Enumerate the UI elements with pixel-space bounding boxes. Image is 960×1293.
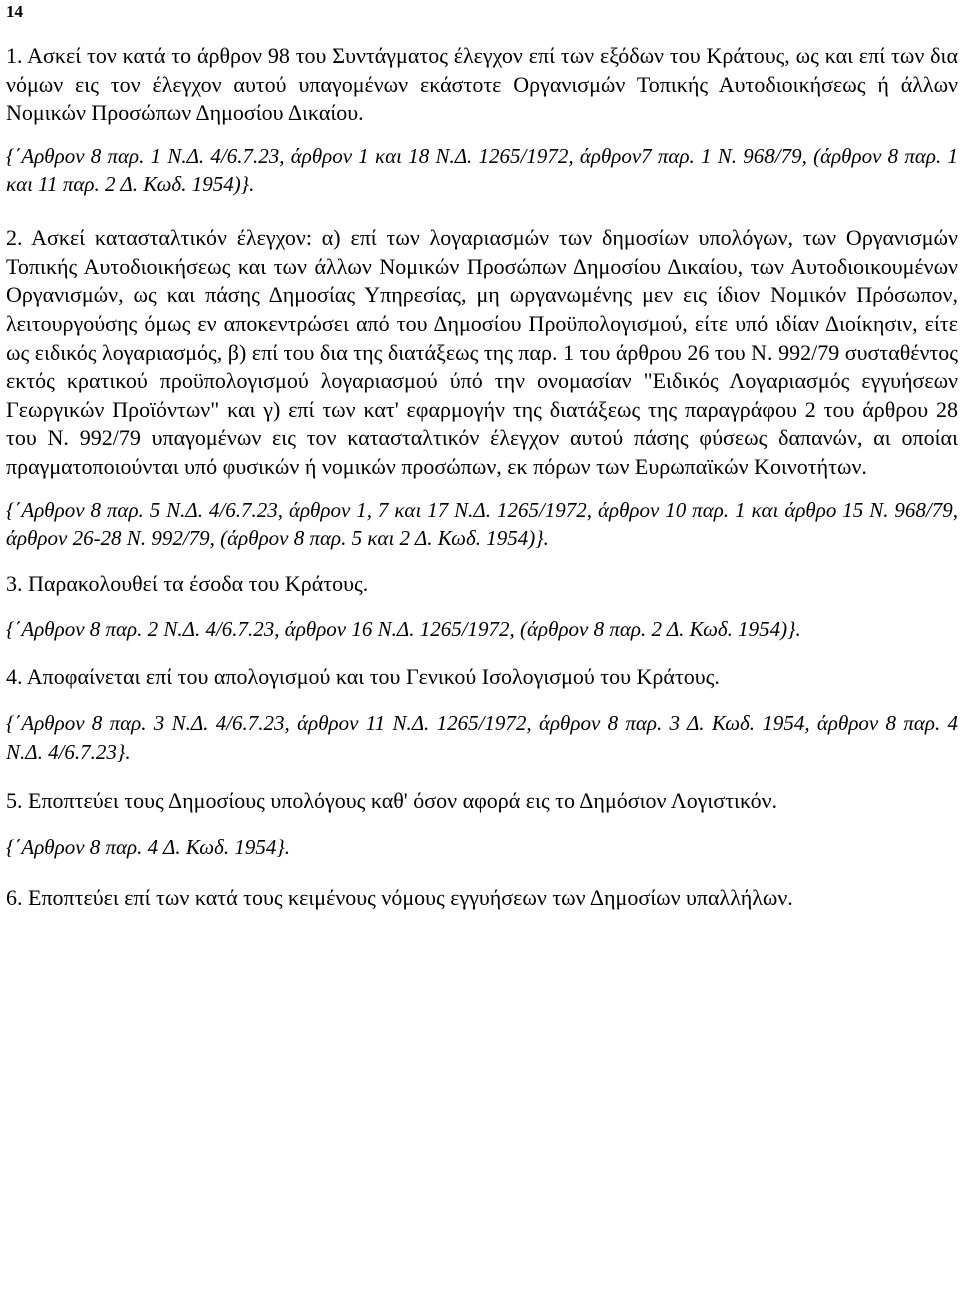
reference-4: {΄Αρθρον 8 παρ. 3 Ν.Δ. 4/6.7.23, άρθρον 11 Ν.Δ. 1265/1972, άρθρον 8 παρ. 3 Δ. Κωδ. 1954, άρθρον 8 παρ. 4 Ν.Δ. 4/6.7.23}. (6, 711, 958, 764)
paragraph-4: 4. Αποφαίνεται επί του απολογισμού και του Γενικού Ισολογισμού του Κράτους. (6, 663, 720, 689)
reference-3: {΄Αρθρον 8 παρ. 2 Ν.Δ. 4/6.7.23, άρθρον 16 Ν.Δ. 1265/1972, (άρθρον 8 παρ. 2 Δ. Κωδ. 1954)}. (6, 616, 801, 641)
paragraph-2: 2. Ασκεί κατασταλτικόν έλεγχον: α) επί των λογαριασμών των δημοσίων υπολόγων, των Οργανισμών Τοπικής Αυτοδιοικήσεως και των άλλων Νομικών Προσώπων Δημοσίου Δικαίου, των Αυτοδιοικουμένων Οργανισμών, ως και πάσης Δημοσίας Υπηρεσίας, μη ωργανωμένης μεν εις ίδιον Νομικόν Πρόσωπον, λειτουργούσης όμως εν αποκεντρώσει από του Δημοσίου Προϋπολογισμού, είτε υπό ιδίαν Διοίκησιν, είτε ως ειδικός λογαριασμός, β) επί του δια της διατάξεως της παρ. 1 του άρθρου 26 του Ν. 992/79 συσταθέντος εκτός κρατικού προϋπολογισμού λογαριασμού ύπό την ονομασίαν "Ειδικός Λογαριασμός εγγυήσεων Γεωργικών Προϊόντων" και γ) επί των κατ' εφαρμογήν της διατάξεως της παραγράφου 2 του άρθρου 28 του Ν. 992/79 υπαγομένων εις τον κατασταλτικόν έλεγχον αυτού πάσης φύσεως δαπανών, αι οποίαι πραγματοποιούνται υπό φυσικών ή νομικών προσώπων, εκ πόρων των Ευρωπαϊκών Κοινοτήτων. (6, 225, 958, 479)
reference-2: {΄Αρθρον 8 παρ. 5 Ν.Δ. 4/6.7.23, άρθρον 1, 7 και 17 Ν.Δ. 1265/1972, άρθρον 10 παρ. 1 και άρθρο 15 Ν. 968/79, άρθρον 26-28 Ν. 992/79, (άρθρον 8 παρ. 5 και 2 Δ. Κωδ. 1954)}. (6, 497, 958, 550)
paragraph-1: 1. Ασκεί τον κατά το άρθρον 98 του Συντάγματος έλεγχον επί των εξόδων του Κράτους, ως και επί των δια νόμων εις τον έλεγχον αυτού υπαγομένων εκάστοτε Οργανισμών Τοπικής Αυτοδιοικήσεως ή άλλων Νομικών Προσώπων Δημοσίου Δικαίου. (6, 43, 958, 126)
paragraph-6: 6. Εποπτεύει επί των κατά τους κειμένους νόμους εγγυήσεων των Δημοσίων υπαλλήλων. (6, 884, 793, 910)
page-number: 14 (6, 2, 23, 21)
paragraph-3: 3. Παρακολουθεί τα έσοδα του Κράτους. (6, 570, 369, 596)
document-page (6, 0, 958, 912)
reference-1: {΄Αρθρον 8 παρ. 1 Ν.Δ. 4/6.7.23, άρθρον 1 και 18 Ν.Δ. 1265/1972, άρθρον7 παρ. 1 Ν. 968/79, (άρθρον 8 παρ. 1 και 11 παρ. 2 Δ. Κωδ. 1954)}. (6, 143, 958, 196)
reference-5: {΄Αρθρον 8 παρ. 4 Δ. Κωδ. 1954}. (6, 835, 290, 860)
paragraph-5: 5. Εποπτεύει τους Δημοσίους υπολόγους καθ' όσον αφορά εις το Δημόσιον Λογιστικόν. (6, 787, 778, 813)
